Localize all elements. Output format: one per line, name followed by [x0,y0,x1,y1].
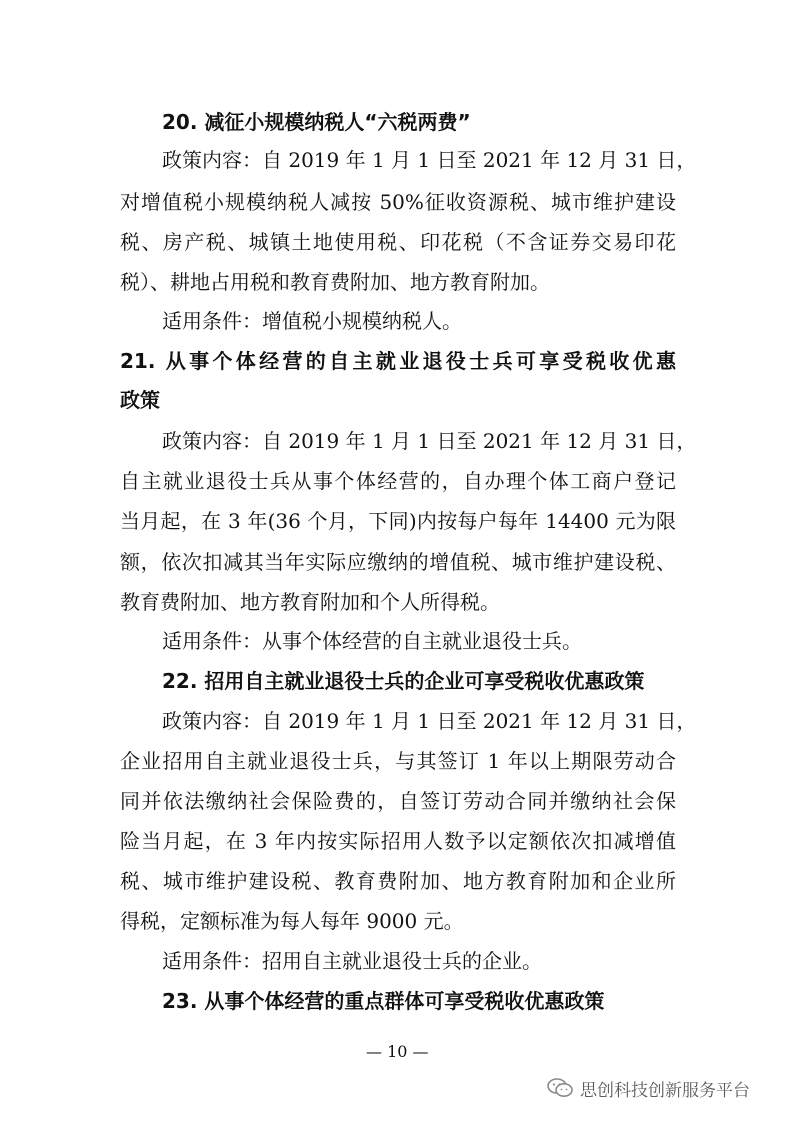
watermark-text: 思创科技创新服务平台 [580,1080,750,1101]
section-20-heading: 20. 减征小规模纳税人“六税两费” [162,110,471,134]
section-21-content-line: 政策内容：自 2019 年 1 月 1 日至 2021 年 12 月 31 日， [162,429,697,453]
section-22-condition: 适用条件：招用自主就业退役士兵的企业。 [162,949,542,973]
page-number: — 10 — [366,1042,429,1061]
section-21-content-line: 自主就业退役士兵从事个体经营的，自办理个体工商户登记 [120,469,676,493]
wechat-icon [546,1077,574,1099]
section-20-condition: 适用条件：增值税小规模纳税人。 [162,309,462,333]
section-22-content-line: 得税，定额标准为每人每年 9000 元。 [120,909,464,933]
section-20-content-line: 对增值税小规模纳税人减按 50%征收资源税、城市维护建设 [120,190,676,214]
section-21-heading-continued: 政策 [120,388,160,412]
section-22-heading: 22. 招用自主就业退役士兵的企业可享受税收优惠政策 [162,669,645,693]
section-21-content-line: 当月起，在 3 年(36 个月，下同)内按每户每年 14400 元为限 [120,509,676,533]
section-20-content-line: 政策内容：自 2019 年 1 月 1 日至 2021 年 12 月 31 日， [162,148,697,172]
section-21-content-line: 教育费附加、地方教育附加和个人所得税。 [120,590,500,614]
section-21-condition: 适用条件：从事个体经营的自主就业退役士兵。 [162,629,582,653]
watermark [546,1075,750,1101]
section-22-content-line: 企业招用自主就业退役士兵，与其签订 1 年以上期限劳动合 [120,749,676,773]
section-21-heading: 21. 从事个体经营的自主就业退役士兵可享受税收优惠 [120,349,676,373]
section-20-content-line: 税、房产税、城镇土地使用税、印花税（不含证券交易印花 [120,230,676,254]
section-20-content-line: 税）、耕地占用税和教育费附加、地方教育附加。 [120,270,550,294]
section-22-content-line: 同并依法缴纳社会保险费的，自签订劳动合同并缴纳社会保 [120,789,676,813]
section-23-heading: 23. 从事个体经营的重点群体可享受税收优惠政策 [162,989,605,1013]
section-22-content-line: 险当月起，在 3 年内按实际招用人数予以定额依次扣减增值 [120,829,676,853]
section-22-content-line: 税、城市维护建设税、教育费附加、地方教育附加和企业所 [120,869,676,893]
section-21-content-line: 额，依次扣减其当年实际应缴纳的增值税、城市维护建设税、 [120,550,676,574]
section-22-content-line: 政策内容：自 2019 年 1 月 1 日至 2021 年 12 月 31 日， [162,709,697,733]
